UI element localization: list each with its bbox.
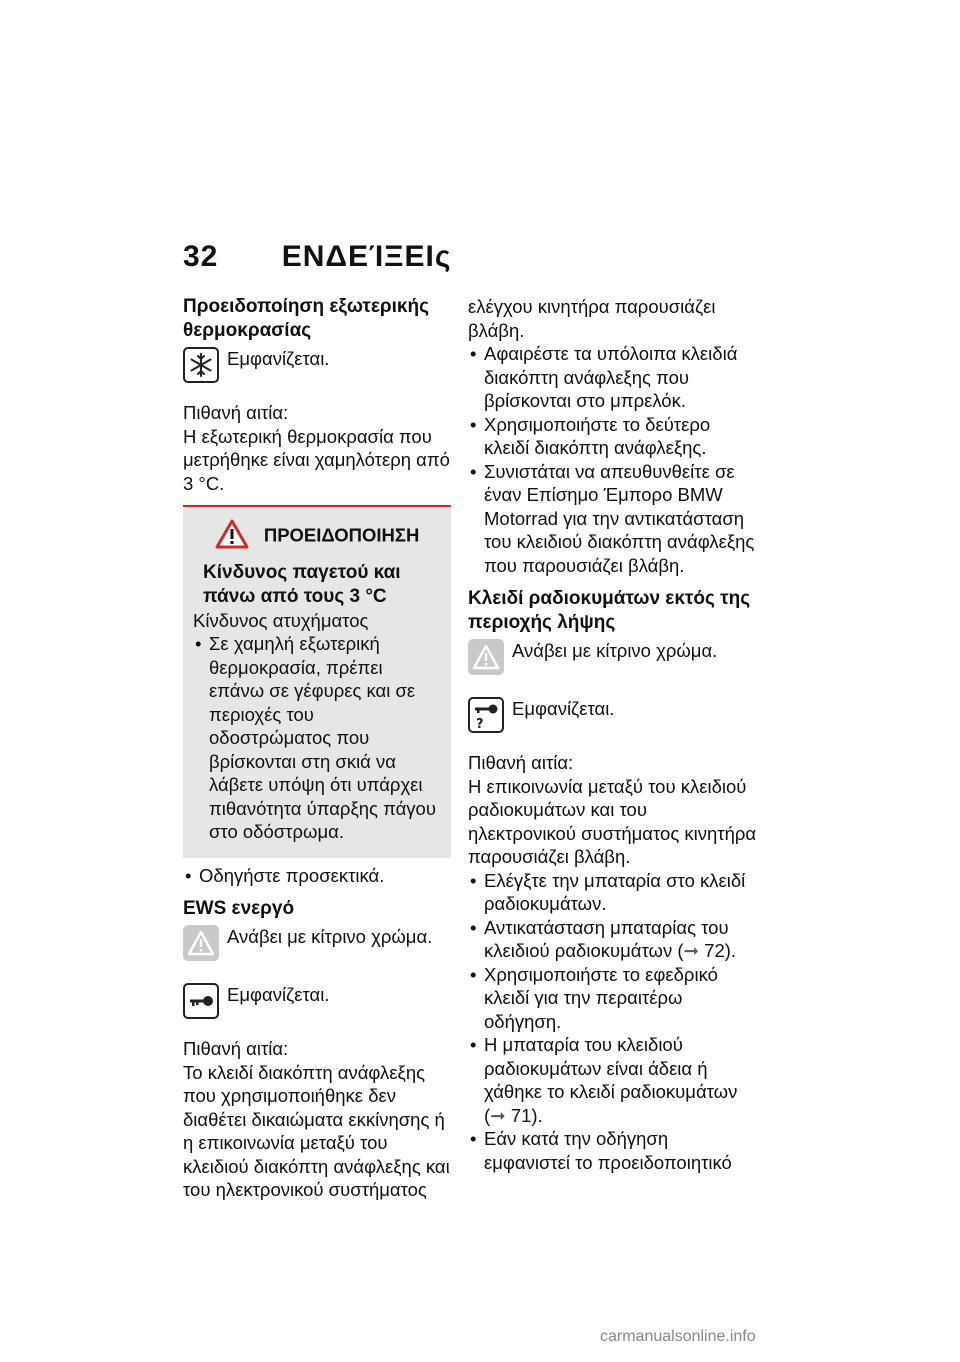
general-warning-light-icon <box>183 925 219 961</box>
page-title: ΕΝΔΕΊΞΕΙς <box>281 240 452 273</box>
warning-label: ΠΡΟΕΙΔΟΠΟΙΗΣΗ <box>263 524 420 546</box>
indicator-row <box>468 639 758 683</box>
list-item: • Χρησιμοποιήστε το εφεδρικό κλειδί για την περαιτέρω οδήγηση. <box>468 963 758 1034</box>
cause-text: Η εξωτερική θερμοκρασία που μετρήθηκε είναι χαμηλότερη από 3 °C. <box>183 425 450 494</box>
right-column <box>468 295 758 1174</box>
indicator-text: Εμφανίζεται. <box>512 698 615 719</box>
warning-title: Κίνδυνος παγετού και πάνω από τους 3 °C <box>203 561 401 607</box>
section-title-radio-key: Κλειδί ραδιοκυμάτων εκτός της περιοχής λήψης <box>468 588 751 633</box>
warning-subtitle: Κίνδυνος ατυχήματος <box>193 609 369 631</box>
left-column <box>183 295 451 1202</box>
section-title-ews: EWS ενεργό <box>183 898 295 919</box>
list-item: • Αντικατάσταση μπαταρίας του κλειδιού ραδιοκυμάτων (➞ 72). <box>468 916 758 963</box>
section-title-outside-temp: Προειδοποίηση εξωτερικής θερμοκρασίας <box>183 296 429 341</box>
warning-triangle-icon <box>215 519 249 555</box>
indicator-row <box>468 697 758 741</box>
indicator-row <box>183 983 451 1027</box>
list-item: • Συνιστάται να απευθυνθείτε σε έναν Επίσημο Έμπορο BMW Motorrad για την αντικατάσταση του κλειδιού διακόπτη ανάφλεξης που παρουσιάζει βλάβη. <box>468 460 758 578</box>
continued-text: ελέγχου κινητήρα παρουσιάζει βλάβη. <box>468 296 716 341</box>
key-icon <box>183 983 219 1019</box>
page-number: 32 <box>183 240 219 273</box>
key-question-icon <box>468 697 504 733</box>
snowflake-icon <box>183 347 219 383</box>
cause-label: Πιθανή αιτία: <box>183 402 289 423</box>
list-item: • Ελέγξτε την μπαταρία στο κλειδί ραδιοκυμάτων. <box>468 869 758 916</box>
indicator-text: Ανάβει με κίτρινο χρώμα. <box>512 640 718 661</box>
list-item: • Εάν κατά την οδήγηση εμφανιστεί το προειδοποιητικό <box>468 1127 758 1174</box>
action-list <box>468 869 758 1175</box>
cause-text: Το κλειδί διακόπτη ανάφλεξης που χρησιμοποιήθηκε δεν διαθέτει δικαιώματα εκκίνησης ή η επικοινωνία μεταξύ του κλειδιού διακόπτη ανάφλεξης και του ηλεκτρονικού συστήματος <box>183 1061 450 1200</box>
cause-label: Πιθανή αιτία: <box>468 752 574 773</box>
page-ref-arrow-icon: ➞ <box>683 940 700 961</box>
indicator-row <box>183 347 451 391</box>
list-item: • Η μπαταρία του κλειδιού ραδιοκυμάτων είναι άδεια ή χάθηκε το κλειδί ραδιοκυμάτων (➞ 71). <box>468 1033 758 1127</box>
svg-text:?: ? <box>476 717 484 729</box>
warning-heading <box>193 519 441 555</box>
page-ref[interactable]: 72). <box>704 940 737 961</box>
general-warning-light-icon <box>468 639 504 675</box>
page-ref-arrow-icon: ➞ <box>490 1104 506 1126</box>
cause-text: Η επικοινωνία μεταξύ του κλειδιού ραδιοκυμάτων και του ηλεκτρονικού συστήματος κινητήρα παρουσιάζει βλάβη. <box>468 775 757 867</box>
cause-label: Πιθανή αιτία: <box>183 1038 289 1059</box>
list-item: • Αφαιρέστε τα υπόλοιπα κλειδιά διακόπτη ανάφλεξης που βρίσκονται στο μπρελόκ. <box>468 342 758 413</box>
action-list <box>468 342 758 577</box>
list-item: • Χρησιμοποιήστε το δεύτερο κλειδί διακόπτη ανάφλεξης. <box>468 413 758 460</box>
indicator-text: Ανάβει με κίτρινο χρώμα. <box>227 926 433 947</box>
indicator-text: Εμφανίζεται. <box>227 984 330 1005</box>
warning-bullet: • Σε χαμηλή εξωτερική θερμοκρασία, πρέπει επάνω σε γέφυρες και σε περιοχές του οδοστρώματος που βρίσκονται στη σκιά να λάβετε υπόψη ότι υπάρχει πιθανότητα ύπαρξης πάγου στο οδόστρωμα. <box>193 632 441 844</box>
page-ref[interactable]: 71). <box>510 1104 543 1126</box>
drive-carefully-bullet: • Οδηγήστε προσεκτικά. <box>183 864 451 888</box>
warning-box <box>183 505 451 858</box>
watermark: carmanualsonline.info <box>600 1328 756 1345</box>
page-header <box>183 240 451 274</box>
indicator-row <box>183 925 451 969</box>
indicator-text: Εμφανίζεται. <box>227 348 330 369</box>
